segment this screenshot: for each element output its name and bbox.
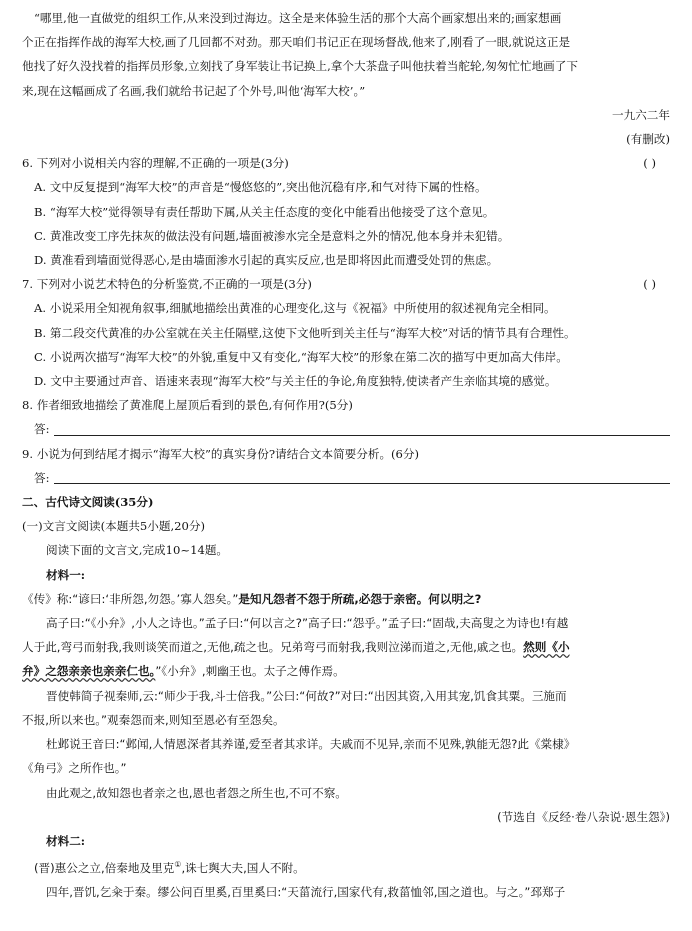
question-6-option-d: D. 黄准看到墙面觉得恶心,是由墙面渗水引起的真实反应,也是即将因此而遭受处罚的焦虑。 (34, 253, 499, 268)
material-1-source: (节选自《反经·卷八杂说·恩生怨》) (497, 809, 670, 824)
classical-text-segment: 《传》称:“谚曰:‘非所怨,勿怨。’寡人怨矣。” (22, 591, 239, 606)
question-6-option-c: C. 黄准改变工序先抹灰的做法没有问题,墙面被渗水完全是意料之外的情况,他本身并未犯错。 (34, 228, 510, 243)
classical-text-line (22, 587, 670, 611)
classical-text-bold-segment: 是知凡怨者不怨于所疏,必怨于亲密。何以明之? (238, 591, 482, 606)
classical-text-line: 晋使韩简子视秦师,云:“师少于我,斗士倍我。”公曰:“何故?”对曰:“出因其资,入用其宠,饥食其粟。三施而 (46, 688, 567, 703)
question-7-option-a: A. 小说采用全知视角叙事,细腻地描绘出黄准的心理变化,这与《祝福》中所使用的叙述视角完全相同。 (34, 301, 556, 316)
footnote-marker: ① (174, 860, 182, 870)
story-paragraph-line: 他找了好久没找着的指挥员形象,立刻找了身军装让书记换上,拿个大茶盘子叫他扶着当舵轮,匆匆忙忙地画了下 (22, 59, 578, 74)
story-paragraph-line: 个正在指挥作战的海军大校,画了几回都不对劲。那天咱们书记正在现场督战,他来了,刚看了一眼,就说这正是 (22, 35, 571, 50)
question-7-option-d: D. 文中主要通过声音、语速来表现“海军大校”与关主任的争论,角度独特,使读者产生亲临其境的感觉。 (34, 374, 557, 389)
story-paragraph-line: 来,现在这幅画成了名画,我们就给书记起了个外号,叫他‘海军大校’。” (22, 83, 366, 98)
answer-rule (54, 434, 671, 436)
question-7-option-c: C. 小说两次描写“海军大校”的外貌,重复中又有变化,“海军大校”的形象在第二次的描写中更加高大伟岸。 (34, 349, 568, 364)
classical-text-segment: ”《小弁》,刺幽王也。太子之傅作焉。 (155, 664, 345, 679)
section-2-title: 二、古代诗文阅读(35分) (22, 495, 154, 510)
classical-text-line (22, 635, 670, 659)
reading-instruction: 阅读下面的文言文,完成10~14题。 (46, 543, 229, 558)
question-7-text: 7. 下列对小说艺术特色的分析鉴赏,不正确的一项是(3分) (22, 277, 312, 292)
answer-rule (54, 482, 671, 484)
question-8-answer-line[interactable] (22, 417, 670, 441)
classical-text-segment: 人于此,弯弓而射我,我则谈笑而道之,无他,疏之也。兄弟弯弓而射我,我则泣涕而道之,无他,戚之也。 (22, 640, 524, 655)
story-edit-note: (有删改) (626, 132, 670, 147)
classical-text-line (22, 659, 670, 683)
classical-text-segment: (晋)惠公之立,倍秦地及里克 (34, 860, 175, 875)
classical-text-line: 四年,晋饥,乞籴于秦。缪公问百里奚,百里奚曰:“天菑流行,国家代有,救菑恤邻,国之道也。与之。”邳郑子 (46, 885, 566, 900)
question-8-stem: 8. 作者细致地描绘了黄准爬上屋顶后看到的景色,有何作用?(5分) (22, 398, 353, 413)
classical-text-line: 《角弓》之所作也。” (22, 761, 127, 776)
question-6-option-a: A. 文中反复提到“海军大校”的声音是“慢悠悠的”,突出他沉稳有序,和气对待下属的性格。 (34, 180, 487, 195)
question-7-stem (22, 272, 670, 296)
classical-text-wavy-segment: 然则《小 (523, 640, 570, 655)
section-2-subtitle: (一)文言文阅读(本题共5小题,20分) (22, 519, 206, 534)
question-9-answer-line[interactable] (22, 466, 670, 490)
classical-text-line: 杜邺说王音曰:“邺闻,人情恩深者其养谨,爱至者其求详。夫戚而不见异,亲而不见殊,孰能无怨?此《棠棣》 (46, 737, 576, 752)
question-9-stem: 9. 小说为何到结尾才揭示“海军大校”的真实身份?请结合文本简要分析。(6分) (22, 446, 420, 461)
material-2-label: 材料二: (46, 833, 86, 848)
classical-text-line: 不报,所以来也。”观秦怨而来,则知至恩必有至怨矣。 (22, 712, 285, 727)
question-6-stem (22, 151, 670, 175)
question-7-option-b: B. 第二段交代黄准的办公室就在关主任隔壁,这使下文他听到关主任与“海军大校”对话的情节具有合理性。 (34, 325, 576, 340)
classical-text-line: 由此观之,故知怨也者亲之也,恩也者怨之所生也,不可不察。 (46, 785, 347, 800)
classical-text-line: 高子曰:“《小弁》,小人之诗也。”孟子曰:“何以言之?”高子曰:“怨乎。”孟子曰:“固哉,夫高叟之为诗也!有越 (46, 616, 569, 631)
question-7-answer-parens: ( ) (643, 277, 656, 292)
classical-text-line (22, 853, 670, 880)
question-6-option-b: B. “海军大校”觉得领导有责任帮助下属,从关主任态度的变化中能看出他接受了这个意见。 (34, 204, 495, 219)
classical-text-segment: ,诛七舆大夫,国人不附。 (181, 860, 305, 875)
question-6-answer-parens: ( ) (643, 156, 656, 171)
material-1-label: 材料一: (46, 567, 86, 582)
classical-text-wavy-segment: 弁》之怨亲亲也亲亲仁也。 (22, 664, 156, 679)
answer-label: 答: (34, 470, 50, 485)
story-paragraph-line: “哪里,他一直做党的组织工作,从来没到过海边。这全是来体验生活的那个大高个画家想出来的;画家想画 (34, 11, 562, 25)
story-year: 一九六二年 (612, 107, 670, 122)
question-6-text: 6. 下列对小说相关内容的理解,不正确的一项是(3分) (22, 156, 289, 171)
answer-label: 答: (34, 422, 50, 437)
